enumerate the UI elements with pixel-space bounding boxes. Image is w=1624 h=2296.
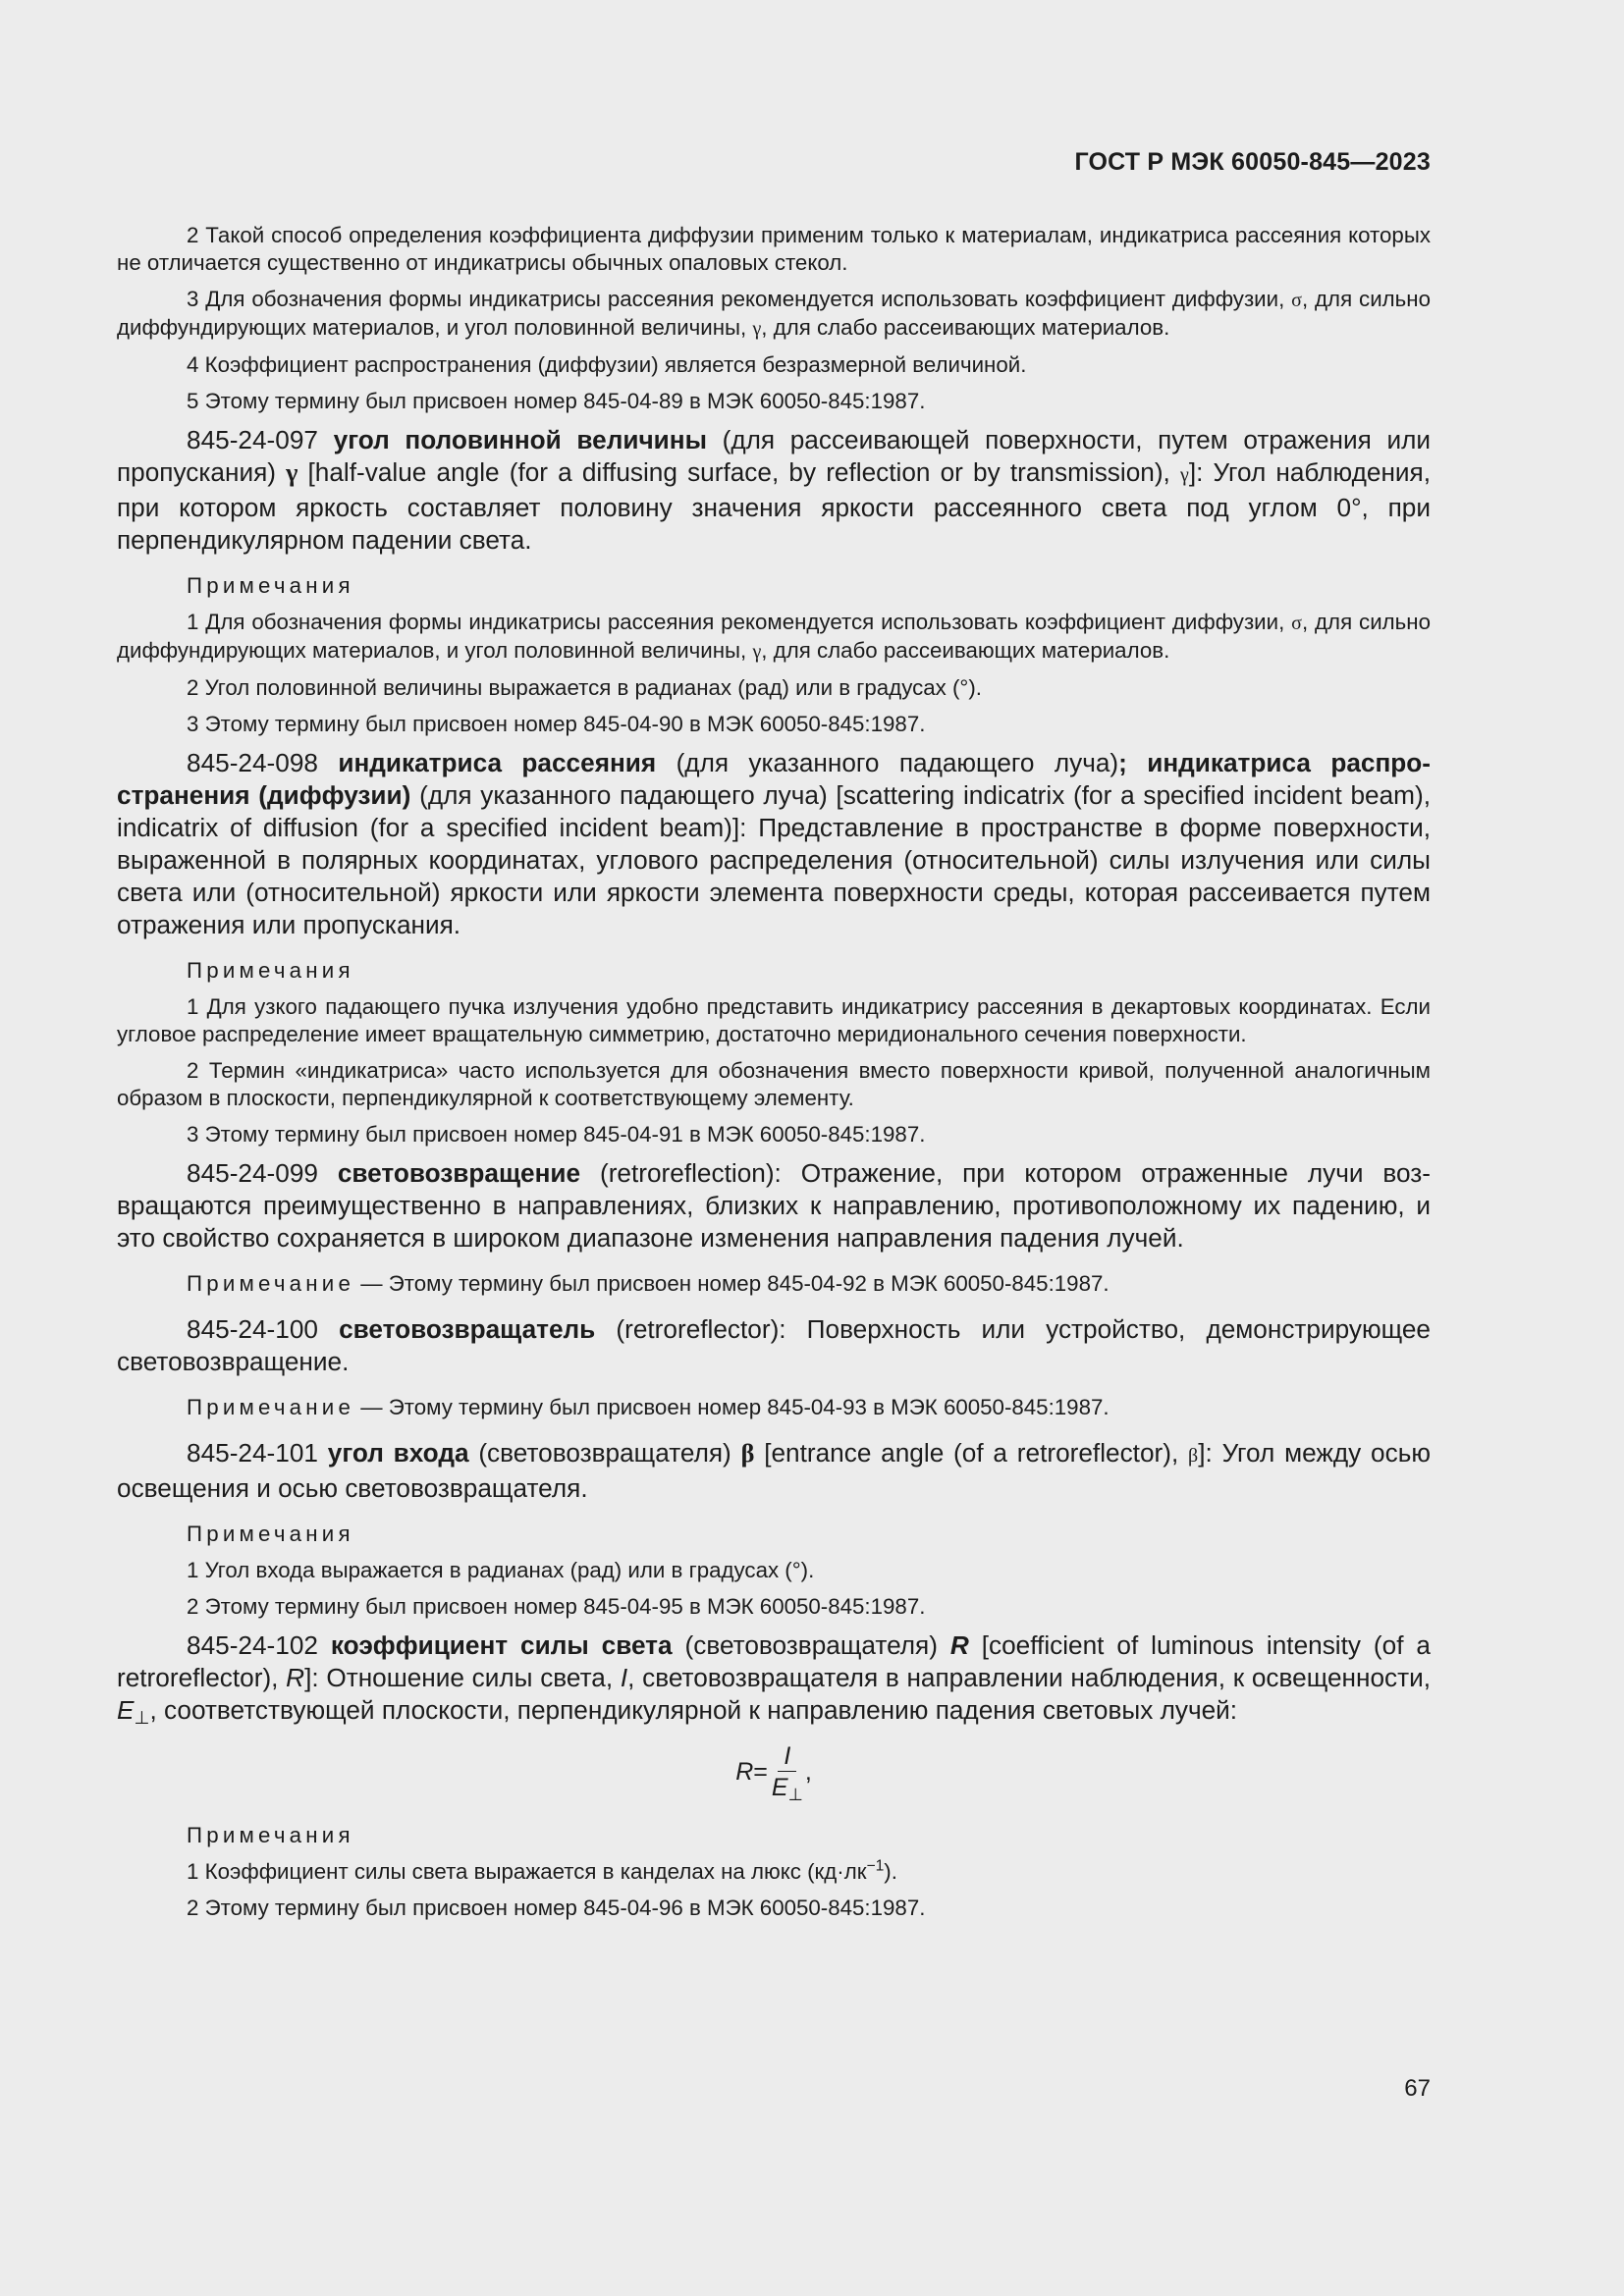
formula-fraction xyxy=(772,1742,803,1802)
note-text: 1 Для обозначения формы индикатрисы рассеяния рекомендуется использовать коэффициент диффузии, σ, для сильно диффундирующих материалов, и угол половинной величины, γ, для слабо рассеивающих материалов. xyxy=(117,610,1431,663)
note-text: 5 Этому термину был присвоен номер 845-04-89 в МЭК 60050-845:1987. xyxy=(187,389,926,413)
term-name: угол половинной величины xyxy=(333,425,707,454)
note-text: Примечание — Этому термину был присвоен номер 845-04-93 в МЭК 60050-845:1987. xyxy=(187,1395,1110,1419)
term-entry: 845-24-102 коэффициент силы света (световозвращателя) R [coefficient of luminous intensity (of a retroreflector), R]: Отношение силы света, I, световозвращателя в направлении наблюдения, к освещенности, $E_\perp$, соответствующей плоскости, перпендикулярной к направлению падения световых лучей: xyxy=(117,1630,1431,1728)
note-text: 2 Угол половинной величины выражается в радианах (рад) или в градусах (°). xyxy=(187,675,982,700)
term-entry: 845-24-101 угол входа (световозвращателя) β [entrance angle (of a retroreflector), β]: Угол между осью освещения и осью световозвращателя. xyxy=(117,1438,1431,1503)
term-name: индикатриса рассеяния xyxy=(338,748,657,777)
term-entry: 845-24-097 угол половинной величины (для рассеивающей поверхности, путем отражения или пропускания) γ [half-value angle (for a diffusing surface, by reflection or by transmission), γ]: Угол наблюдения, при котором яркость составляет половину значения яркости рассеянного света под углом 0°, при перпендикулярном падении света. xyxy=(117,425,1432,555)
note-text: 1 Для узкого падающего пучка излучения удобно представить индикатрису рассеяния в декартовых координатах. Если угловое распределение имеет вращательную симметрию, достаточно меридионального сечения поверхности. xyxy=(117,994,1431,1046)
note-text: Примечание — Этому термину был присвоен номер 845-04-92 в МЭК 60050-845:1987. xyxy=(187,1271,1110,1296)
notes-heading: Примечания xyxy=(187,958,354,983)
formula xyxy=(117,1742,1431,1802)
formula-lhs: R xyxy=(735,1758,754,1786)
term-entry: 845-24-099 световозвращение (retroreflection): Отражение, при котором отраженные лучи возвращаются преимущественно в направлениях, близких к направлению, противоположному их падению, и это свойство сохраняется в широком диапазоне изменения направления падения лучей. xyxy=(117,1158,1431,1253)
term-entry: 845-24-100 световозвращатель (retroreflector): Поверхность или устройство, демонстрирующее световозвращение. xyxy=(117,1314,1431,1376)
note-text: 4 Коэффициент распространения (диффузии) является безразмерной величиной. xyxy=(187,352,1027,377)
notes-heading: Примечания xyxy=(187,1522,354,1546)
note-text: 3 Этому термину был присвоен номер 845-04-90 в МЭК 60050-845:1987. xyxy=(187,712,926,736)
note-text: 2 Этому термину был присвоен номер 845-04-96 в МЭК 60050-845:1987. xyxy=(187,1896,926,1920)
page-number: 67 xyxy=(1404,2075,1431,2102)
note-text: 3 Для обозначения формы индикатрисы рассеяния рекомендуется использовать коэффициент диффузии, σ, для сильно диффундирующих материалов, и угол половинной величины, γ, для слабо рассеивающих материалов. xyxy=(117,287,1431,340)
note-text: 2 Этому термину был присвоен номер 845-04-95 в МЭК 60050-845:1987. xyxy=(187,1594,926,1619)
term-name: коэффициент силы света xyxy=(330,1630,673,1660)
formula-numerator: I xyxy=(778,1742,796,1772)
term-name: угол входа xyxy=(327,1438,469,1468)
notes-heading: Примечания xyxy=(187,1823,354,1847)
note-text: 3 Этому термину был присвоен номер 845-04-91 в МЭК 60050-845:1987. xyxy=(187,1122,926,1147)
note-text: 1 Угол входа выражается в радианах (рад) или в градусах (°). xyxy=(187,1558,815,1582)
notes-heading: Примечания xyxy=(187,573,354,598)
document-header: ГОСТ Р МЭК 60050-845—2023 xyxy=(1074,148,1431,176)
formula-tail: , xyxy=(804,1758,812,1786)
note-text: 2 Термин «индикатриса» часто используется для обозначения вместо поверхности кривой, полученной аналогичным образом в плоскости, перпендикулярной к соответствующему элементу. xyxy=(117,1058,1431,1110)
term-name: световозвращатель xyxy=(339,1314,596,1344)
formula-equals: = xyxy=(753,1758,768,1786)
term-name: световозвращение xyxy=(337,1158,581,1188)
document-body xyxy=(117,222,1431,1931)
formula-denominator: $E_\perp$ xyxy=(771,1774,803,1804)
term-entry: 845-24-098 индикатриса рассеяния (для указанного падающего луча); индикатриса распространения (диффузии) (для указанного падающего луча) [scattering indicatrix (for a specified incident beam), indicatrix of diffusion (for a specified incident beam)]: Представление в пространстве в форме поверхности, выраженной в полярных координатах, углового распределения (относительной) силы излучения или силы света или (относительной) яркости или яркости элемента поверхности среды, которая рассеивается путем отражения или пропускания. xyxy=(117,748,1431,939)
note-text: 2 Такой способ определения коэффициента диффузии применим только к материалам, индикатриса рассеяния которых не отличается существенно от индикатрисы обычных опаловых стекол. xyxy=(117,223,1431,275)
note-text: 1 Коэффициент силы света выражается в канделах на люкс $(кд\cdot лк^{-1})$. xyxy=(187,1857,897,1884)
